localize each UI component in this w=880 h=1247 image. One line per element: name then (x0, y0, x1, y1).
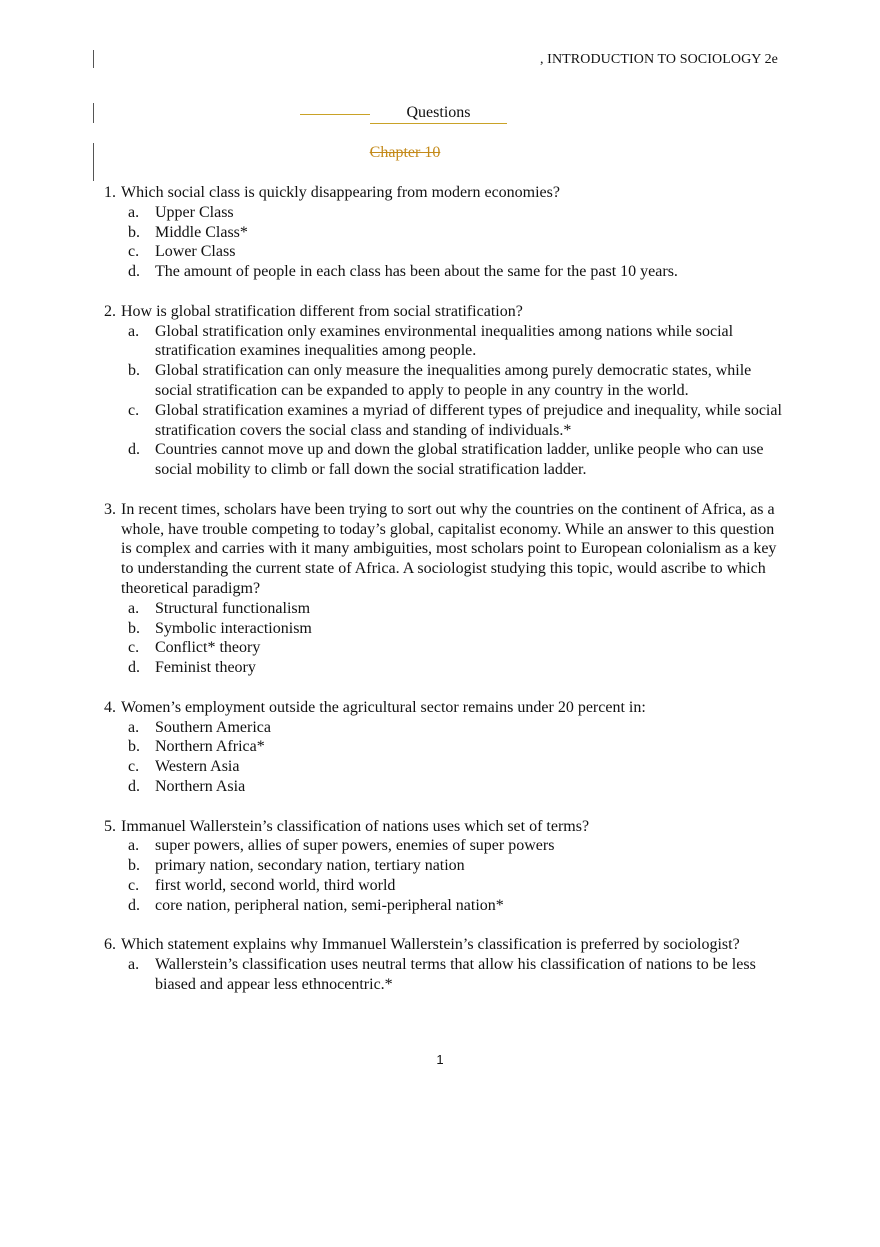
option-text: Global stratification examines a myriad of different types of prejudice and inequality, while social stratification covers the social class and standing of individuals.* (155, 401, 782, 439)
option-text: Northern Asia (155, 777, 246, 795)
answer-option (104, 599, 784, 619)
option-letter: d. (128, 659, 140, 677)
question-5 (104, 817, 784, 916)
option-letter: b. (128, 738, 140, 756)
option-text: Conflict* theory (155, 639, 261, 657)
question-text: Which statement explains why Immanuel Wallerstein’s classification is preferred by sociologist? (121, 936, 740, 954)
answer-option (104, 440, 784, 480)
answer-option (104, 658, 784, 678)
option-letter: c. (128, 243, 140, 261)
option-letter: d. (128, 441, 140, 459)
option-letter: c. (128, 401, 140, 419)
revision-bar (93, 50, 94, 68)
question-text: Which social class is quickly disappearing from modern economies? (121, 184, 560, 201)
question-text: How is global stratification different from social stratification? (121, 302, 523, 320)
option-letter: a. (128, 203, 140, 221)
section-title: Questions (370, 104, 507, 124)
option-text: core nation, peripheral nation, semi-peripheral nation* (155, 896, 504, 914)
question-number: 3. (104, 500, 116, 518)
question-6 (104, 935, 784, 994)
option-text: super powers, allies of super powers, enemies of super powers (155, 837, 555, 855)
option-letter: a. (128, 718, 140, 736)
option-text: primary nation, secondary nation, tertiary nation (155, 857, 465, 875)
question-3 (104, 500, 784, 678)
question-list (104, 183, 784, 1014)
page-number: 1 (436, 1052, 444, 1067)
question-number: 4. (104, 698, 116, 716)
option-letter: d. (128, 263, 140, 281)
answer-option (104, 856, 784, 876)
question-4 (104, 698, 784, 797)
option-text: Southern America (155, 718, 271, 736)
question-number: 2. (104, 302, 116, 320)
option-letter: d. (128, 896, 140, 914)
question-number: 5. (104, 817, 116, 835)
option-letter: a. (128, 956, 140, 974)
question-text: Immanuel Wallerstein’s classification of nations uses which set of terms? (121, 817, 590, 835)
question-1 (104, 183, 784, 282)
answer-option (104, 401, 784, 441)
answer-option (104, 242, 784, 262)
question-number: 1. (104, 184, 116, 201)
answer-option (104, 955, 784, 995)
option-letter: b. (128, 857, 140, 875)
tracked-insertion-line (300, 114, 370, 115)
option-text: Wallerstein’s classification uses neutral terms that allow his classification of nations to be less biased and appear less ethnocentric.* (155, 956, 756, 993)
chapter-label-deleted: Chapter 10 (369, 144, 441, 161)
option-text: Feminist theory (155, 659, 256, 677)
option-letter: d. (128, 777, 140, 795)
answer-option (104, 322, 784, 362)
answer-option (104, 876, 784, 896)
answer-option (104, 757, 784, 777)
option-text: Upper Class (155, 203, 234, 221)
revision-bar (93, 103, 94, 123)
revision-bar (93, 143, 94, 181)
option-letter: c. (128, 639, 140, 657)
option-text: Northern Africa* (155, 738, 265, 756)
answer-option (104, 737, 784, 757)
question-text: In recent times, scholars have been trying to sort out why the countries on the continent of Africa, as a whole, have trouble competing to today’s global, capitalist economy. While an answer to this question is complex and carries with it many ambiguities, most scholars point to European colonialism as a key to understanding the current state of Africa. A sociologist studying this topic, would ascribe to which theoretical paradigm? (121, 500, 777, 597)
option-text: Symbolic interactionism (155, 619, 312, 637)
answer-option (104, 203, 784, 223)
option-text: Lower Class (155, 243, 236, 261)
option-letter: b. (128, 362, 140, 380)
option-letter: c. (128, 758, 140, 776)
answer-option (104, 836, 784, 856)
question-number: 6. (104, 936, 116, 954)
option-letter: a. (128, 837, 140, 855)
option-text: Countries cannot move up and down the global stratification ladder, unlike people who can use social mobility to climb or fall down the social stratification ladder. (155, 441, 764, 479)
running-header: , INTRODUCTION TO SOCIOLOGY 2e (539, 52, 778, 67)
answer-option (104, 619, 784, 639)
option-text: Global stratification can only measure the inequalities among purely democratic states, while social stratification can be expanded to apply to people in any country in the world. (155, 362, 752, 399)
answer-option (104, 638, 784, 658)
option-letter: a. (128, 599, 140, 617)
option-text: Western Asia (155, 758, 240, 776)
option-letter: a. (128, 322, 140, 340)
question-2 (104, 302, 784, 480)
option-text: Structural functionalism (155, 599, 311, 617)
option-text: first world, second world, third world (155, 876, 396, 894)
answer-option (104, 777, 784, 797)
answer-option (104, 896, 784, 916)
option-letter: c. (128, 876, 140, 894)
answer-option (104, 262, 784, 282)
option-letter: b. (128, 223, 140, 241)
answer-option (104, 223, 784, 243)
answer-option (104, 718, 784, 738)
option-text: The amount of people in each class has been about the same for the past 10 years. (155, 263, 678, 281)
option-text: Global stratification only examines environmental inequalities among nations while social stratification examines inequalities among people. (155, 322, 734, 360)
option-letter: b. (128, 619, 140, 637)
section-title-block (300, 104, 510, 126)
option-text: Middle Class* (155, 223, 248, 241)
answer-option (104, 361, 784, 401)
question-text: Women’s employment outside the agricultural sector remains under 20 percent in: (121, 698, 646, 716)
